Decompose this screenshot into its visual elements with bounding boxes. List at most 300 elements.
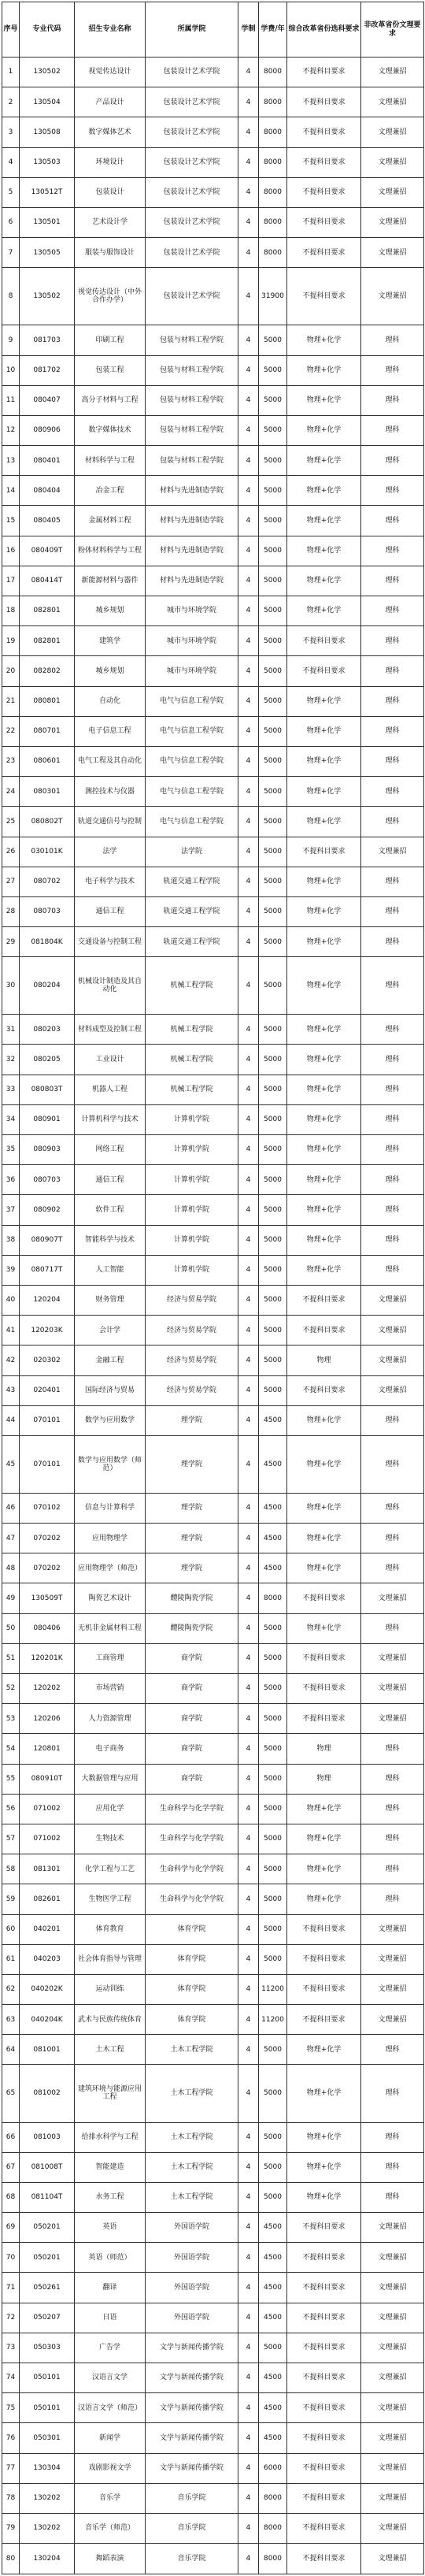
cell-code: 120201K: [20, 1643, 75, 1673]
cell-tuition: 5000: [259, 446, 287, 476]
cell-seq: 66: [2, 2122, 20, 2152]
cell-duration: 4: [238, 1974, 259, 2004]
cell-track-req: 理科: [361, 566, 424, 596]
cell-track-req: 理科: [361, 385, 424, 415]
cell-seq: 8: [2, 268, 20, 325]
cell-college: 外国语学院: [146, 2303, 238, 2333]
cell-major: 戏剧影视文学: [75, 2453, 146, 2483]
cell-track-req: 文理兼招: [361, 58, 424, 87]
table-row: [2, 957, 424, 1015]
cell-tuition: 4500: [259, 2303, 287, 2333]
cell-major: 机械设计制造及其自动化: [75, 957, 146, 1015]
cell-college: 计算机学院: [146, 1255, 238, 1285]
cell-subject-req: 不提科目要求: [287, 1704, 361, 1734]
cell-duration: 4: [238, 325, 259, 355]
cell-duration: 4: [238, 1734, 259, 1764]
cell-major: 城乡规划: [75, 656, 146, 686]
cell-duration: 4: [238, 1225, 259, 1255]
cell-subject-req: 物理+化学: [287, 1524, 361, 1553]
cell-track-req: 理科: [361, 2065, 424, 2122]
cell-tuition: 31900: [259, 268, 287, 325]
cell-seq: 35: [2, 1135, 20, 1165]
cell-tuition: 5000: [259, 2152, 287, 2182]
cell-subject-req: 不提科目要求: [287, 2273, 361, 2303]
cell-major: 智能建造: [75, 2152, 146, 2182]
cell-tuition: 5000: [259, 1764, 287, 1794]
table-row: [2, 2005, 424, 2035]
table-row: [2, 58, 424, 87]
cell-college: 理学院: [146, 1524, 238, 1553]
cell-college: 外国语学院: [146, 2273, 238, 2303]
cell-major: 人力资源管理: [75, 1704, 146, 1734]
cell-subject-req: 物理+化学: [287, 566, 361, 596]
cell-tuition: 5000: [259, 746, 287, 776]
cell-college: 文学与新闻传播学院: [146, 2453, 238, 2483]
cell-seq: 1: [2, 58, 20, 87]
cell-track-req: 文理兼招: [361, 1285, 424, 1315]
cell-seq: 50: [2, 1613, 20, 1643]
cell-track-req: 文理兼招: [361, 207, 424, 237]
cell-track-req: 理科: [361, 1734, 424, 1764]
cell-duration: 4: [238, 355, 259, 385]
cell-code: 130502: [20, 58, 75, 87]
cell-subject-req: 不提科目要求: [287, 238, 361, 268]
cell-college: 材料与先进制造学院: [146, 536, 238, 566]
cell-track-req: 理科: [361, 2182, 424, 2212]
cell-major: 财务管理: [75, 1285, 146, 1315]
cell-duration: 4: [238, 2243, 259, 2273]
cell-code: 130512T: [20, 177, 75, 207]
cell-subject-req: 不提科目要求: [287, 2453, 361, 2483]
cell-major: 数字媒体技术: [75, 415, 146, 445]
cell-seq: 75: [2, 2393, 20, 2423]
cell-duration: 4: [238, 1104, 259, 1134]
cell-duration: 4: [238, 1824, 259, 1854]
cell-major: 建筑学: [75, 626, 146, 656]
cell-duration: 4: [238, 2513, 259, 2543]
cell-subject-req: 不提科目要求: [287, 87, 361, 117]
cell-college: 轨道交通工程学院: [146, 927, 238, 957]
cell-tuition: 5000: [259, 656, 287, 686]
cell-tuition: 5000: [259, 415, 287, 445]
cell-college: 理学院: [146, 1553, 238, 1583]
cell-subject-req: 不提科目要求: [287, 656, 361, 686]
cell-college: 生命科学与化学学院: [146, 1854, 238, 1884]
cell-duration: 4: [238, 1794, 259, 1824]
cell-major: 软件工程: [75, 1195, 146, 1225]
table-row: [2, 177, 424, 207]
cell-seq: 77: [2, 2453, 20, 2483]
cell-duration: 4: [238, 626, 259, 656]
cell-tuition: 5000: [259, 1613, 287, 1643]
cell-code: 030101K: [20, 837, 75, 867]
cell-duration: 4: [238, 2544, 259, 2574]
cell-seq: 23: [2, 746, 20, 776]
cell-college: 城市与环境学院: [146, 626, 238, 656]
cell-major: 新闻学: [75, 2423, 146, 2453]
cell-code: 120801: [20, 1734, 75, 1764]
cell-subject-req: 物理+化学: [287, 1613, 361, 1643]
cell-code: 130204: [20, 2544, 75, 2574]
cell-duration: 4: [238, 927, 259, 957]
cell-duration: 4: [238, 1375, 259, 1405]
cell-track-req: 理科: [361, 957, 424, 1015]
cell-tuition: 5000: [259, 2182, 287, 2212]
cell-subject-req: 物理+化学: [287, 1195, 361, 1225]
cell-tuition: 5000: [259, 385, 287, 415]
cell-tuition: 5000: [259, 2035, 287, 2065]
cell-track-req: 理科: [361, 1854, 424, 1884]
cell-code: 040203: [20, 1944, 75, 1974]
cell-code: 040201: [20, 1914, 75, 1944]
cell-track-req: 理科: [361, 1104, 424, 1134]
cell-major: 汉语言文学（师范）: [75, 2393, 146, 2423]
cell-code: 130508: [20, 117, 75, 147]
cell-code: 080703: [20, 1165, 75, 1195]
cell-duration: 4: [238, 1613, 259, 1643]
cell-duration: 4: [238, 177, 259, 207]
cell-track-req: 文理兼招: [361, 1583, 424, 1613]
cell-seq: 37: [2, 1195, 20, 1225]
cell-duration: 4: [238, 1914, 259, 1944]
cell-code: 080907T: [20, 1225, 75, 1255]
cell-college: 城市与环境学院: [146, 656, 238, 686]
cell-duration: 4: [238, 2182, 259, 2212]
table-row: [2, 837, 424, 867]
cell-major: 广告学: [75, 2333, 146, 2363]
cell-tuition: 5000: [259, 325, 287, 355]
cell-college: 包装设计艺术学院: [146, 147, 238, 177]
table-row: [2, 1794, 424, 1824]
header-code: 专业代码: [20, 2, 75, 58]
cell-subject-req: 不提科目要求: [287, 837, 361, 867]
cell-tuition: 5000: [259, 566, 287, 596]
cell-college: 机械工程学院: [146, 1045, 238, 1075]
cell-college: 醴陵陶瓷学院: [146, 1613, 238, 1643]
cell-tuition: 5000: [259, 1104, 287, 1134]
cell-subject-req: 物理+化学: [287, 1104, 361, 1134]
cell-major: 材料成型及控制工程: [75, 1015, 146, 1045]
cell-duration: 4: [238, 2483, 259, 2513]
cell-tuition: 5000: [259, 957, 287, 1015]
cell-track-req: 理科: [361, 867, 424, 896]
cell-subject-req: 不提科目要求: [287, 2544, 361, 2574]
cell-major: 日语: [75, 2303, 146, 2333]
cell-major: 数学与应用数学（师范）: [75, 1435, 146, 1493]
cell-tuition: 5000: [259, 1674, 287, 1704]
cell-major: 化学工程与工艺: [75, 1854, 146, 1884]
cell-seq: 28: [2, 896, 20, 926]
table-row: [2, 1583, 424, 1613]
cell-track-req: 理科: [361, 446, 424, 476]
cell-major: 汉语言文学: [75, 2363, 146, 2393]
cell-tuition: 5000: [259, 1045, 287, 1075]
cell-major: 舞蹈表演: [75, 2544, 146, 2574]
cell-seq: 41: [2, 1316, 20, 1346]
cell-college: 土木工程学院: [146, 2035, 238, 2065]
cell-major: 陶瓷艺术设计: [75, 1583, 146, 1613]
cell-major: 工商管理: [75, 1643, 146, 1673]
cell-major: 运动训练: [75, 1974, 146, 2004]
cell-track-req: 理科: [361, 2122, 424, 2152]
cell-college: 外国语学院: [146, 2213, 238, 2243]
cell-duration: 4: [238, 385, 259, 415]
cell-track-req: 理科: [361, 746, 424, 776]
cell-college: 生命科学与化学学院: [146, 1884, 238, 1914]
cell-duration: 4: [238, 2363, 259, 2393]
cell-subject-req: 物理+化学: [287, 596, 361, 626]
cell-seq: 67: [2, 2152, 20, 2182]
table-row: [2, 1285, 424, 1315]
cell-tuition: 5000: [259, 1255, 287, 1285]
cell-duration: 4: [238, 1643, 259, 1673]
cell-major: 大数据管理与应用: [75, 1764, 146, 1794]
cell-duration: 4: [238, 1704, 259, 1734]
cell-code: 080803T: [20, 1075, 75, 1104]
cell-track-req: 理科: [361, 536, 424, 566]
cell-subject-req: 不提科目要求: [287, 117, 361, 147]
cell-track-req: 文理兼招: [361, 2273, 424, 2303]
cell-track-req: 文理兼招: [361, 1944, 424, 1974]
cell-tuition: 5000: [259, 927, 287, 957]
cell-college: 城市与环境学院: [146, 596, 238, 626]
cell-subject-req: 物理+化学: [287, 355, 361, 385]
cell-duration: 4: [238, 867, 259, 896]
cell-college: 理学院: [146, 1493, 238, 1523]
cell-college: 包装设计艺术学院: [146, 117, 238, 147]
cell-major: 电子信息工程: [75, 716, 146, 746]
header-subject-req: 综合改革省份选科要求: [287, 2, 361, 58]
table-row: [2, 2513, 424, 2543]
cell-tuition: 5000: [259, 506, 287, 536]
cell-track-req: 理科: [361, 927, 424, 957]
cell-subject-req: 物理: [287, 1346, 361, 1375]
cell-subject-req: 物理+化学: [287, 1135, 361, 1165]
cell-code: 050101: [20, 2393, 75, 2423]
cell-duration: 4: [238, 1884, 259, 1914]
cell-major: 法学: [75, 837, 146, 867]
cell-tuition: 4500: [259, 2243, 287, 2273]
cell-tuition: 4500: [259, 2273, 287, 2303]
cell-track-req: 文理兼招: [361, 238, 424, 268]
cell-college: 商学院: [146, 1704, 238, 1734]
cell-duration: 4: [238, 2213, 259, 2243]
table-row: [2, 2273, 424, 2303]
cell-duration: 4: [238, 1195, 259, 1225]
cell-seq: 63: [2, 2005, 20, 2035]
table-row: [2, 1613, 424, 1643]
cell-duration: 4: [238, 777, 259, 807]
cell-seq: 73: [2, 2333, 20, 2363]
table-row: [2, 686, 424, 716]
cell-code: 071002: [20, 1794, 75, 1824]
cell-tuition: 5000: [259, 1914, 287, 1944]
table-row: [2, 238, 424, 268]
cell-track-req: 文理兼招: [361, 2483, 424, 2513]
cell-track-req: 理科: [361, 1255, 424, 1285]
table-row: [2, 2453, 424, 2483]
cell-duration: 4: [238, 1346, 259, 1375]
table-row: [2, 746, 424, 776]
cell-code: 050201: [20, 2243, 75, 2273]
cell-seq: 3: [2, 117, 20, 147]
cell-duration: 4: [238, 2005, 259, 2035]
cell-subject-req: 不提科目要求: [287, 1583, 361, 1613]
cell-subject-req: 物理+化学: [287, 2035, 361, 2065]
cell-seq: 70: [2, 2243, 20, 2273]
cell-major: 包装工程: [75, 355, 146, 385]
cell-college: 包装与材料工程学院: [146, 355, 238, 385]
header-duration: 学制: [238, 2, 259, 58]
header-tuition: 学费/年: [259, 2, 287, 58]
cell-subject-req: 物理+化学: [287, 807, 361, 837]
cell-college: 包装设计艺术学院: [146, 238, 238, 268]
cell-duration: 4: [238, 2122, 259, 2152]
cell-tuition: 5000: [259, 1734, 287, 1764]
cell-tuition: 5000: [259, 1375, 287, 1405]
cell-tuition: 8000: [259, 1583, 287, 1613]
cell-seq: 14: [2, 476, 20, 506]
cell-college: 醴陵陶瓷学院: [146, 1583, 238, 1613]
cell-college: 音乐学院: [146, 2544, 238, 2574]
cell-seq: 55: [2, 1764, 20, 1794]
cell-college: 计算机学院: [146, 1104, 238, 1134]
cell-duration: 4: [238, 746, 259, 776]
cell-college: 商学院: [146, 1764, 238, 1794]
cell-college: 包装设计艺术学院: [146, 268, 238, 325]
table-row: [2, 1734, 424, 1764]
cell-college: 经济与贸易学院: [146, 1285, 238, 1315]
cell-tuition: 4500: [259, 1553, 287, 1583]
cell-seq: 30: [2, 957, 20, 1015]
cell-track-req: 理科: [361, 1794, 424, 1824]
cell-major: 高分子材料与工程: [75, 385, 146, 415]
cell-subject-req: 物理+化学: [287, 1854, 361, 1884]
cell-major: 视觉传达设计（中外合作办学）: [75, 268, 146, 325]
cell-seq: 57: [2, 1824, 20, 1854]
cell-major: 产品设计: [75, 87, 146, 117]
table-row: [2, 1135, 424, 1165]
cell-track-req: 理科: [361, 1135, 424, 1165]
cell-college: 轨道交通工程学院: [146, 867, 238, 896]
cell-code: 082802: [20, 656, 75, 686]
cell-duration: 4: [238, 446, 259, 476]
cell-major: 材料科学与工程: [75, 446, 146, 476]
cell-track-req: 文理兼招: [361, 1643, 424, 1673]
cell-seq: 38: [2, 1225, 20, 1255]
cell-seq: 43: [2, 1375, 20, 1405]
cell-subject-req: 不提科目要求: [287, 1643, 361, 1673]
table-row: [2, 325, 424, 355]
cell-seq: 15: [2, 506, 20, 536]
cell-code: 080802T: [20, 807, 75, 837]
cell-major: 应用物理学: [75, 1524, 146, 1553]
cell-subject-req: 物理+化学: [287, 716, 361, 746]
table-row: [2, 1015, 424, 1045]
table-row: [2, 1643, 424, 1673]
cell-code: 120202: [20, 1674, 75, 1704]
cell-major: 智能科学与技术: [75, 1225, 146, 1255]
cell-code: 050207: [20, 2303, 75, 2333]
cell-code: 070202: [20, 1524, 75, 1553]
cell-subject-req: 不提科目要求: [287, 1285, 361, 1315]
cell-code: 130304: [20, 2453, 75, 2483]
cell-code: 071002: [20, 1824, 75, 1854]
table-row: [2, 1493, 424, 1523]
cell-subject-req: 物理+化学: [287, 686, 361, 716]
cell-major: 会计学: [75, 1316, 146, 1346]
cell-tuition: 5000: [259, 1316, 287, 1346]
cell-tuition: 5000: [259, 807, 287, 837]
cell-duration: 4: [238, 536, 259, 566]
cell-major: 电子科学与技术: [75, 867, 146, 896]
cell-college: 体育学院: [146, 1974, 238, 2004]
table-row: [2, 536, 424, 566]
cell-code: 081002: [20, 2065, 75, 2122]
cell-code: 080903: [20, 1135, 75, 1165]
cell-college: 文学与新闻传播学院: [146, 2333, 238, 2363]
cell-subject-req: 不提科目要求: [287, 2483, 361, 2513]
cell-subject-req: 物理+化学: [287, 506, 361, 536]
cell-subject-req: 不提科目要求: [287, 2005, 361, 2035]
cell-code: 020302: [20, 1346, 75, 1375]
cell-track-req: 理科: [361, 686, 424, 716]
table-row: [2, 566, 424, 596]
cell-major: 轨道交通信号与控制: [75, 807, 146, 837]
cell-seq: 64: [2, 2035, 20, 2065]
cell-tuition: 5000: [259, 1165, 287, 1195]
cell-major: 艺术设计学: [75, 207, 146, 237]
cell-seq: 61: [2, 1944, 20, 1974]
cell-seq: 12: [2, 415, 20, 445]
cell-seq: 34: [2, 1104, 20, 1134]
cell-major: 服装与服饰设计: [75, 238, 146, 268]
cell-major: 冶金工程: [75, 476, 146, 506]
cell-subject-req: 物理+化学: [287, 746, 361, 776]
cell-code: 080301: [20, 777, 75, 807]
cell-subject-req: 不提科目要求: [287, 2303, 361, 2333]
cell-track-req: 文理兼招: [361, 837, 424, 867]
cell-code: 080205: [20, 1045, 75, 1075]
cell-track-req: 理科: [361, 1045, 424, 1075]
cell-tuition: 5000: [259, 1884, 287, 1914]
cell-track-req: 理科: [361, 626, 424, 656]
cell-seq: 45: [2, 1435, 20, 1493]
table-row: [2, 415, 424, 445]
cell-track-req: 理科: [361, 807, 424, 837]
table-row: [2, 927, 424, 957]
cell-track-req: 文理兼招: [361, 2423, 424, 2453]
table-row: [2, 385, 424, 415]
cell-seq: 78: [2, 2483, 20, 2513]
cell-code: 120206: [20, 1704, 75, 1734]
cell-seq: 54: [2, 1734, 20, 1764]
cell-tuition: 5000: [259, 716, 287, 746]
cell-college: 电气与信息工程学院: [146, 686, 238, 716]
cell-duration: 4: [238, 1285, 259, 1315]
cell-code: 070101: [20, 1405, 75, 1435]
cell-major: 应用物理学（师范）: [75, 1553, 146, 1583]
cell-track-req: 理科: [361, 656, 424, 686]
cell-code: 080414T: [20, 566, 75, 596]
cell-subject-req: 物理+化学: [287, 325, 361, 355]
table-row: [2, 1974, 424, 2004]
cell-tuition: 4500: [259, 2393, 287, 2423]
cell-seq: 76: [2, 2423, 20, 2453]
cell-college: 理学院: [146, 1405, 238, 1435]
cell-subject-req: 物理+化学: [287, 1435, 361, 1493]
cell-seq: 21: [2, 686, 20, 716]
